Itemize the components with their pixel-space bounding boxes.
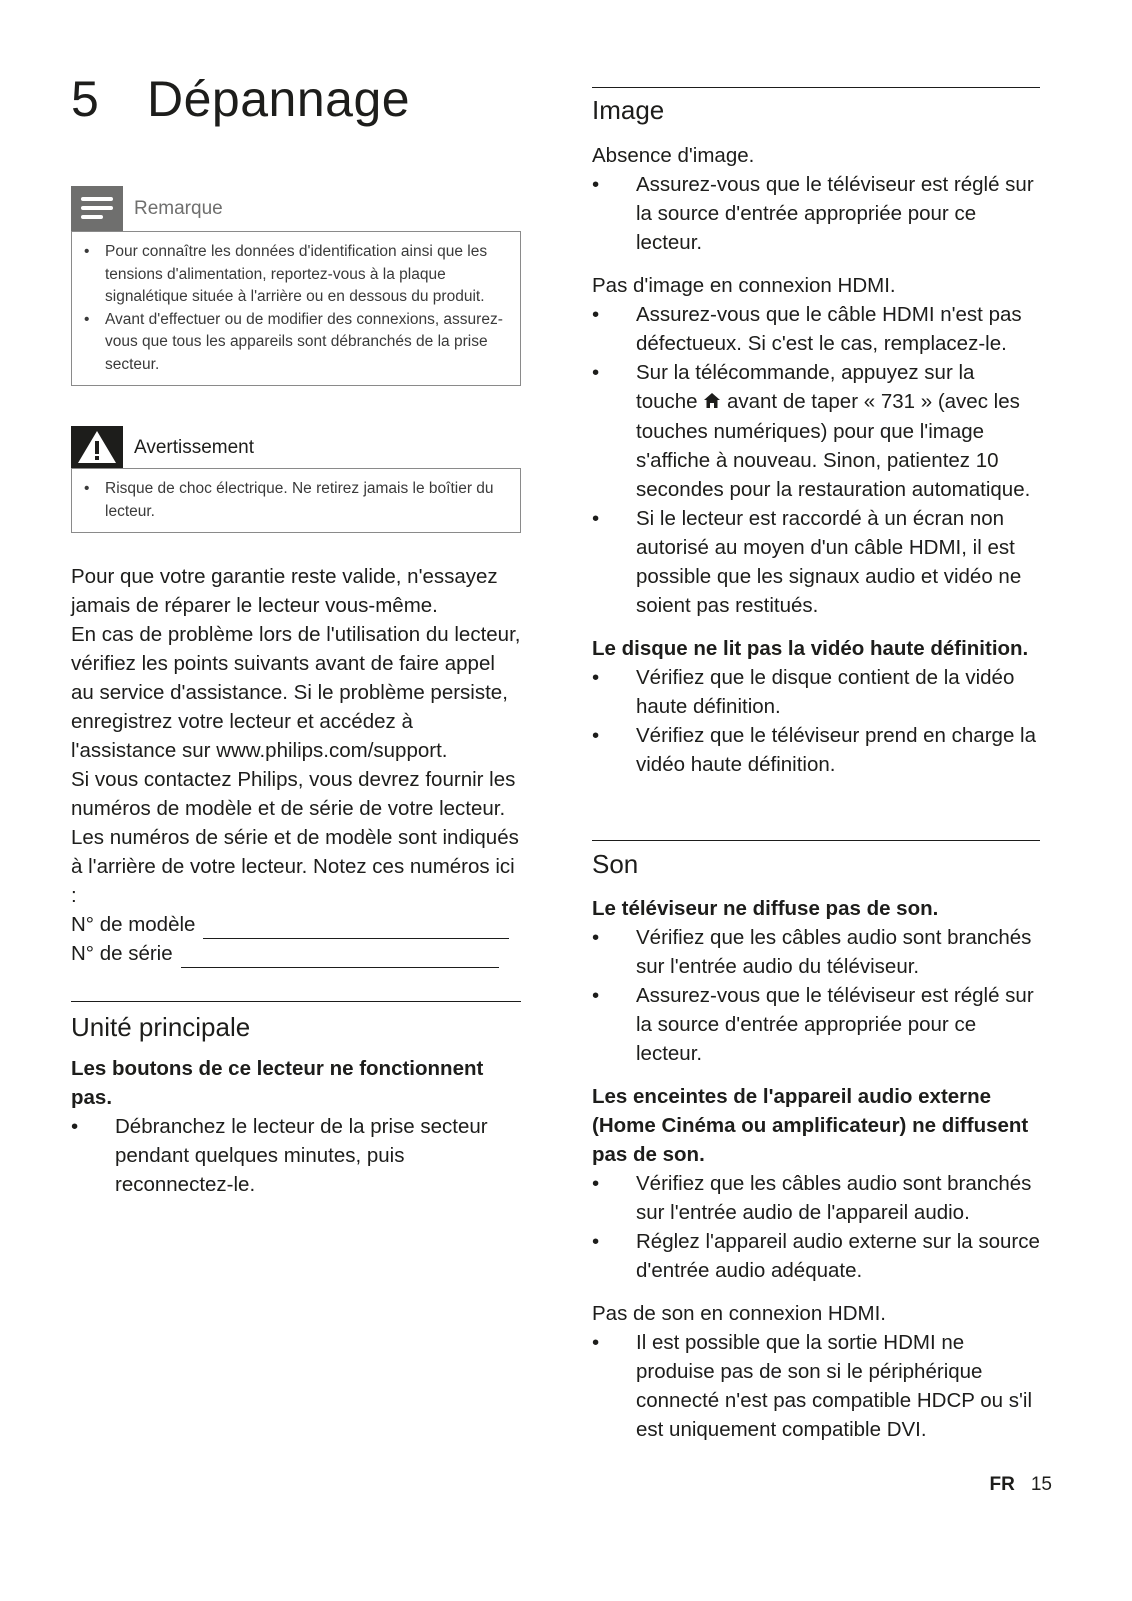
- solution-item: • Vérifiez que les câbles audio sont branchés sur l'entrée audio du téléviseur.: [592, 923, 1040, 981]
- page-number: 15: [1030, 1474, 1052, 1495]
- intro-paragraph: Pour que votre garantie reste valide, n'essayez jamais de réparer le lecteur vous-même.: [71, 565, 498, 617]
- problem-heading: Le téléviseur ne diffuse pas de son.: [592, 897, 939, 920]
- note-label: Remarque: [134, 198, 223, 219]
- warning-body: [71, 468, 521, 533]
- note-item: • Avant d'effectuer ou de modifier des connexions, assurez-vous que tous les appareils sont débranchés de la prise secteur.: [84, 309, 508, 377]
- solution-item: • Assurez-vous que le téléviseur est réglé sur la source d'entrée appropriée pour ce lecteur.: [592, 981, 1040, 1068]
- solution-item-remote: • Sur la télécommande, appuyez sur la touche avant de taper « 731 » (avec les touches numériques) pour que l'image s'affiche à nouveau. Sinon, patientez 10 secondes pour la restauration automatique.: [592, 358, 1040, 504]
- section-title: Son: [592, 849, 639, 879]
- solution-item: • Si le lecteur est raccordé à un écran non autorisé au moyen d'un câble HDMI, il est possible que les signaux audio et vidéo ne soient pas restitués.: [592, 504, 1040, 620]
- solution-item: • Assurez-vous que le téléviseur est réglé sur la source d'entrée appropriée pour ce lecteur.: [592, 170, 1040, 257]
- section-divider: [71, 1001, 521, 1002]
- warning-header: [71, 426, 521, 468]
- warning-icon: [71, 426, 123, 468]
- language-code: FR: [989, 1474, 1015, 1495]
- warning-callout: [71, 426, 521, 533]
- solution-item: • Vérifiez que les câbles audio sont branchés sur l'entrée audio de l'appareil audio.: [592, 1169, 1040, 1227]
- serial-number-field: [71, 939, 521, 968]
- warning-label: Avertissement: [134, 437, 255, 458]
- serial-number-line: [181, 945, 499, 968]
- page-footer: [990, 1474, 1052, 1496]
- problem-heading: Le disque ne lit pas la vidéo haute définition.: [592, 637, 1029, 660]
- solution-item: • Vérifiez que le téléviseur prend en charge la vidéo haute définition.: [592, 721, 1040, 779]
- model-number-field: [71, 910, 521, 939]
- section-image: [592, 87, 1040, 779]
- solution-item: • Réglez l'appareil audio externe sur la source d'entrée audio adéquate.: [592, 1227, 1040, 1285]
- chapter-title-text: Dépannage: [147, 71, 411, 127]
- note-body: [71, 231, 521, 386]
- warning-item: • Risque de choc électrique. Ne retirez jamais le boîtier du lecteur.: [84, 478, 508, 523]
- home-icon: [703, 388, 721, 417]
- serial-number-label: N° de série: [71, 942, 173, 965]
- intro-paragraph: En cas de problème lors de l'utilisation du lecteur, vérifiez les points suivants avant de faire appel au service d'assistance. Si le problème persiste, enregistrez votre lecteur et accédez à l'assistance sur www.philips.com/support.: [71, 623, 521, 762]
- note-callout: [71, 186, 521, 386]
- intro-text: [71, 562, 521, 968]
- chapter-title: [71, 71, 411, 127]
- problem-heading: Pas de son en connexion HDMI.: [592, 1302, 886, 1325]
- solution-item: • Débranchez le lecteur de la prise secteur pendant quelques minutes, puis reconnectez-le.: [71, 1112, 521, 1199]
- note-header: [71, 186, 521, 231]
- intro-paragraph: Si vous contactez Philips, vous devrez fournir les numéros de modèle et de série de votre lecteur. Les numéros de série et de modèle sont indiqués à l'arrière de votre lecteur. Notez ces numéros ici :: [71, 768, 519, 907]
- section-title: Image: [592, 95, 665, 125]
- problem-heading: Pas d'image en connexion HDMI.: [592, 274, 896, 297]
- solution-item: • Assurez-vous que le câble HDMI n'est pas défectueux. Si c'est le cas, remplacez-le.: [592, 300, 1040, 358]
- section-divider: [592, 87, 1040, 88]
- section-title: Unité principale: [71, 1012, 251, 1042]
- problem-heading: Les boutons de ce lecteur ne fonctionnent pas.: [71, 1057, 484, 1109]
- model-number-line: [203, 916, 509, 939]
- section-sound: [592, 840, 1040, 1444]
- note-item: • Pour connaître les données d'identification ainsi que les tensions d'alimentation, reportez-vous à la plaque signalétique située à l'arrière ou en dessous du produit.: [84, 241, 508, 309]
- chapter-number: 5: [71, 71, 100, 127]
- problem-heading: Absence d'image.: [592, 144, 755, 167]
- problem-heading: Les enceintes de l'appareil audio externe (Home Cinéma ou amplificateur) ne diffusent pas de son.: [592, 1085, 1029, 1166]
- model-number-label: N° de modèle: [71, 913, 196, 936]
- note-icon: [71, 186, 123, 231]
- solution-item: • Vérifiez que le disque contient de la vidéo haute définition.: [592, 663, 1040, 721]
- solution-item: • Il est possible que la sortie HDMI ne produise pas de son si le périphérique connecté n'est pas compatible HDCP ou s'il est uniquement compatible DVI.: [592, 1328, 1040, 1444]
- section-main-unit: [71, 1001, 521, 1199]
- section-divider: [592, 840, 1040, 841]
